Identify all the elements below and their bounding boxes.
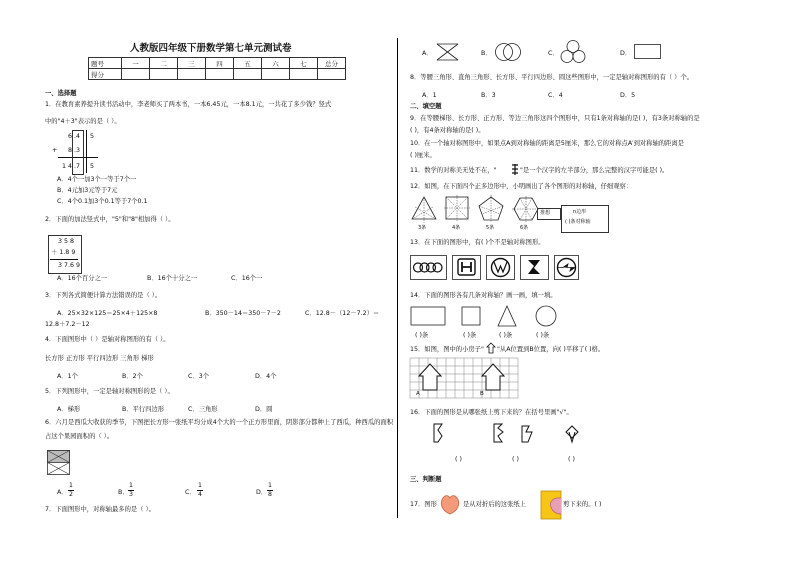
score-header-cell: 三 (178, 58, 206, 69)
question-17: 17．图形 (410, 501, 437, 508)
q12-answer-line1: n边形 (573, 209, 587, 215)
q16-blank-1[interactable]: ( ) (455, 456, 462, 463)
score-header-cell: 二 (150, 58, 178, 69)
calc-divider (86, 130, 87, 173)
question-10: 10．在一个轴对称图形中，如果点A到对称轴的距离是5厘米，那么它的对称点A′到对称轴的距离是 (410, 140, 684, 147)
question-7: 7．下面图形中，对称轴最多的是（ ）。 (45, 506, 155, 513)
question-10-cont: ( )厘米。 (410, 152, 436, 159)
question-9-cont: ( )，有4条对称轴的是( )。 (410, 127, 485, 134)
q7-shape-d-rectangle (634, 44, 662, 60)
score-input-cell[interactable] (150, 69, 178, 80)
question-9: 9．在等腰梯形、长方形、正方形、等边三角形这四个图形中，只有1条对称轴的是( )，有3条对称轴的是 (410, 115, 700, 122)
q7-shape-b-two-circles (494, 42, 522, 62)
q3-option-a[interactable]: A．25×32×125＝25×4＋125×8 (57, 310, 158, 317)
calc-highlight-box (72, 130, 84, 175)
calc-row: ＋ 1.8 9 (51, 249, 76, 256)
calc-row: 3 5 8 (58, 238, 75, 245)
q12-inference-label: 推想 (540, 210, 551, 216)
q15-grid-figure (410, 358, 520, 400)
section-heading-judge: 三、判断题 (410, 476, 442, 483)
question-1: 1．在教育素养提升读书活动中，李老师买了两本书，一本6.45元，一本8.1元，一共花了多少钱？竖式 (45, 101, 332, 108)
score-row-label: 得分 (89, 69, 122, 80)
calc-row: 3 7.6 9 (58, 262, 81, 269)
q6-fraction-a: 1 2 (69, 482, 73, 498)
calc-digit: .4 (74, 133, 81, 140)
score-header-cell: 五 (234, 58, 262, 69)
question-12: 12．如图，在下面四个正多边形中，小明画出了各个图形的对称轴，仔细观察： (410, 183, 633, 190)
question-6-cont: 占这个果园面积的（ ）。 (45, 433, 114, 440)
question-15-cont: "从A位置到B位置，向( )平移了( )格。 (497, 346, 605, 353)
q12-answer-line2[interactable]: ( )条对称轴 (565, 219, 591, 225)
q3-option-b[interactable]: B．350－14＝350－7－2 (205, 310, 281, 317)
q14-blank-circle[interactable]: ( )条 (536, 332, 550, 339)
q8-option-a[interactable]: A．1 (422, 92, 437, 99)
question-17-end: 剪下来的。( ) (563, 501, 602, 508)
q5-option-d[interactable]: D．圆 (255, 406, 273, 413)
q6-fraction-b: 1 3 (129, 482, 133, 498)
calc-digit: 5 (90, 133, 95, 140)
q16-cutouts-figure (432, 422, 592, 446)
score-input-cell[interactable] (234, 69, 262, 80)
calc-digit: 1 (62, 163, 67, 170)
q4-option-d[interactable]: D．4个 (255, 373, 277, 380)
q7-option-a[interactable]: A． (422, 50, 433, 57)
q8-option-c[interactable]: C．4 (548, 92, 563, 99)
q6-fraction-d: 1 8 (268, 482, 272, 498)
q7-option-b[interactable]: B． (481, 50, 492, 57)
q4-shape-list: 长方形 正方形 平行四边形 三角形 梯形 (45, 355, 154, 362)
q2-option-b[interactable]: B．16个十分之一 (147, 275, 198, 282)
q14-blank-triangle[interactable]: ( )条 (499, 332, 513, 339)
q1-option-a[interactable]: A．4个一加3个一等于7个一 (57, 176, 137, 183)
q1-option-b[interactable]: B．4元加3元等于7元 (57, 187, 118, 194)
q12-label-hexagon: 6条 (520, 225, 529, 231)
score-header-cell: 四 (206, 58, 234, 69)
question-8: 8．等腰三角形、直角三角形、长方形、平行四边形、圆这些图形中，一定是轴对称图形的有（ ）个。 (410, 74, 694, 81)
q6-option-b[interactable]: B． (118, 489, 129, 496)
q6-option-c[interactable]: C． (185, 489, 196, 496)
q7-option-d[interactable]: D． (620, 50, 632, 57)
page-title: 人教版四年级下册数学第七单元测试卷 (130, 43, 292, 54)
q15-label-a: A (416, 391, 420, 397)
question-5: 5．下列图形中，一定是轴对称图形的是（ ）。 (45, 388, 174, 395)
q14-shapes-figure (410, 305, 560, 327)
score-header-cell: 总分 (318, 58, 346, 69)
calc-line (50, 259, 78, 260)
question-14: 14．下面的图形各有几条对称轴？画一画，填一填。 (410, 292, 557, 299)
q3-option-c-cont: 12.8＋7.2－12 (45, 321, 90, 328)
question-4: 4．下面图形中（ ）是轴对称图形的有（ ）。 (45, 336, 170, 343)
calc-digit: .7 (74, 163, 81, 170)
score-input-cell[interactable] (206, 69, 234, 80)
question-3: 3．下列各式简便计算方法错误的是（ ）。 (45, 292, 162, 299)
q6-field-figure (47, 450, 71, 476)
q8-option-d[interactable]: D．5 (620, 92, 636, 99)
calc-digit: 5 (90, 163, 95, 170)
question-2: 2．下面的加法竖式中，"5"和"8"相加得（ ）。 (45, 216, 175, 223)
q7-option-c[interactable]: C． (548, 50, 559, 57)
question-16: 16．下面的图形是从哪张纸上剪下来的？在括号里画"√"。 (410, 409, 573, 416)
calc-plus: + (52, 147, 58, 154)
section-heading-choice: 一、选择题 (45, 90, 77, 97)
calc-digit: .3 (74, 147, 81, 154)
q1-option-c[interactable]: C．4个0.1加3个0.1等于7个0.1 (57, 198, 148, 205)
q15-house-icon (486, 342, 496, 354)
q14-blank-square[interactable]: ( )条 (463, 332, 477, 339)
q5-option-c[interactable]: C．三角形 (188, 406, 218, 413)
q2-option-c[interactable]: C．16个一 (231, 275, 263, 282)
q8-option-b[interactable]: B．3 (481, 92, 496, 99)
score-table (88, 57, 346, 80)
q7-shape-a-hourglass (436, 43, 460, 61)
question-11-cont: "是一个汉字的左半部分，那么完整的汉字可能是( )。 (520, 167, 669, 174)
q17-folded-paper-icon (540, 490, 562, 520)
q12-label-pentagon: 5条 (486, 225, 495, 231)
q4-option-a[interactable]: A．1个 (57, 373, 78, 380)
q5-option-a[interactable]: A．梯形 (57, 406, 81, 413)
q14-blank-rectangle[interactable]: ( )条 (415, 332, 429, 339)
q4-option-c[interactable]: C．3个 (188, 373, 209, 380)
score-header-cell: 一 (122, 58, 150, 69)
question-17-cont: 是从对折后的这张纸上 (463, 501, 526, 508)
question-13: 13．在下面的图形中，有( )个不是轴对称图形。 (410, 239, 545, 246)
score-input-cell[interactable] (290, 69, 318, 80)
question-1-cont: 中的"4＋3"表示的是（ ）。 (45, 118, 121, 125)
score-input-cell[interactable] (178, 69, 206, 80)
q6-option-a[interactable]: A． (57, 489, 68, 496)
q17-peach-shape-icon (438, 492, 462, 516)
q3-option-c[interactable]: C．12.8－（12－7.2）＝ (305, 310, 380, 317)
question-6: 6．六月是西瓜大收获的季节，下图把长方形一张纸平均分成4个大的一个正方形里面，阴影部分都种上了西瓜，种西瓜的面积 (45, 419, 394, 426)
q6-fraction-c: 1 4 (198, 482, 202, 498)
q11-half-character-icon (510, 163, 520, 177)
q2-option-a[interactable]: A．16个百分之一 (57, 275, 108, 282)
calc-digit: 4 (68, 163, 73, 170)
score-input-cell[interactable] (262, 69, 290, 80)
score-input-cell[interactable] (318, 69, 346, 80)
q16-blank-2[interactable]: ( ) (512, 456, 519, 463)
score-input-cell[interactable] (122, 69, 150, 80)
q6-option-d[interactable]: D． (256, 489, 268, 496)
question-11: 11．数学的对称美无处不在，" (410, 167, 497, 174)
q4-option-b[interactable]: B．2个 (122, 373, 143, 380)
score-header-cell: 七 (290, 58, 318, 69)
q15-label-b: B (480, 391, 484, 397)
question-15: 15．如图，图中的小房子" (410, 346, 484, 353)
q7-shape-c-three-circles (560, 40, 586, 64)
calc-digit: 6 (68, 133, 73, 140)
score-header-cell: 题号 (89, 58, 122, 69)
score-header-cell: 六 (262, 58, 290, 69)
section-heading-fill: 二、填空题 (410, 103, 442, 110)
q12-label-square: 4条 (452, 225, 461, 231)
column-divider (397, 38, 398, 518)
q5-option-b[interactable]: B．平行四边形 (122, 406, 165, 413)
q13-logos-figure (410, 255, 580, 281)
q16-blank-3[interactable]: ( ) (568, 456, 575, 463)
calc-digit: 8 (68, 147, 73, 154)
q12-label-triangle: 3条 (418, 225, 427, 231)
